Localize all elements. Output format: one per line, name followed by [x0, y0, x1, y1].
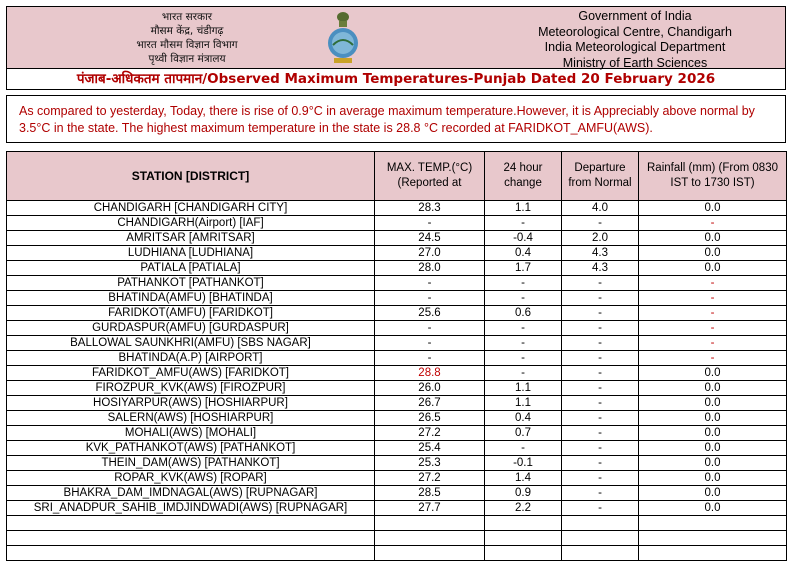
- rainfall-cell: -: [639, 291, 787, 306]
- rainfall-cell: -: [639, 216, 787, 231]
- departure-cell: 4.0: [562, 201, 639, 216]
- change-cell: 1.1: [485, 381, 562, 396]
- header-departure: Departure from Normal: [562, 152, 639, 201]
- table-row: [7, 486, 787, 501]
- empty-row: [7, 516, 787, 531]
- departure-cell: -: [562, 501, 639, 516]
- rainfall-cell: 0.0: [639, 396, 787, 411]
- table-row: [7, 471, 787, 486]
- departure-cell: -: [562, 216, 639, 231]
- station-cell: FARIDKOT_AMFU(AWS) [FARIDKOT]: [7, 366, 375, 381]
- departure-cell: -: [562, 276, 639, 291]
- english-line: Government of India: [578, 9, 692, 23]
- rainfall-cell: 0.0: [639, 381, 787, 396]
- english-line: Meteorological Centre, Chandigarh: [538, 24, 732, 39]
- max-temp-cell: 27.2: [375, 426, 485, 441]
- rainfall-cell: 0.0: [639, 411, 787, 426]
- max-temp-cell: -: [375, 336, 485, 351]
- station-cell: FARIDKOT(AMFU) [FARIDKOT]: [7, 306, 375, 321]
- max-temp-cell: -: [375, 291, 485, 306]
- english-org-block: [507, 9, 763, 71]
- table-row: [7, 381, 787, 396]
- max-temp-cell: -: [375, 276, 485, 291]
- empty-cell: [485, 531, 562, 546]
- departure-cell: -: [562, 426, 639, 441]
- station-cell: GURDASPUR(AMFU) [GURDASPUR]: [7, 321, 375, 336]
- max-temp-cell: 26.5: [375, 411, 485, 426]
- departure-cell: -: [562, 441, 639, 456]
- rainfall-cell: -: [639, 336, 787, 351]
- change-cell: -: [485, 291, 562, 306]
- change-cell: -0.1: [485, 456, 562, 471]
- max-temp-cell: 26.0: [375, 381, 485, 396]
- empty-cell: [375, 546, 485, 561]
- departure-cell: -: [562, 411, 639, 426]
- empty-cell: [639, 516, 787, 531]
- header-station: STATION [DISTRICT]: [7, 152, 375, 201]
- empty-cell: [485, 516, 562, 531]
- rainfall-cell: 0.0: [639, 441, 787, 456]
- table-row: [7, 441, 787, 456]
- rainfall-cell: 0.0: [639, 486, 787, 501]
- table-row: [7, 261, 787, 276]
- rainfall-cell: 0.0: [639, 201, 787, 216]
- empty-cell: [375, 531, 485, 546]
- departure-cell: -: [562, 321, 639, 336]
- change-cell: -: [485, 216, 562, 231]
- table-row: [7, 351, 787, 366]
- empty-cell: [639, 546, 787, 561]
- departure-cell: -: [562, 306, 639, 321]
- table-body: [7, 201, 787, 561]
- max-temp-cell: 28.3: [375, 201, 485, 216]
- table-row: [7, 501, 787, 516]
- station-cell: PATHANKOT [PATHANKOT]: [7, 276, 375, 291]
- report-sheet: [6, 6, 786, 561]
- change-cell: -: [485, 366, 562, 381]
- rainfall-cell: -: [639, 321, 787, 336]
- station-cell: AMRITSAR [AMRITSAR]: [7, 231, 375, 246]
- english-line: Ministry of Earth Sciences: [562, 55, 708, 70]
- rainfall-cell: 0.0: [639, 426, 787, 441]
- station-cell: SRI_ANADPUR_SAHIB_IMDJINDWADI(AWS) [RUPNAGAR]: [7, 501, 375, 516]
- departure-cell: -: [562, 291, 639, 306]
- hindi-org-block: [107, 10, 267, 66]
- change-cell: -: [485, 351, 562, 366]
- change-cell: 1.7: [485, 261, 562, 276]
- rainfall-cell: -: [639, 276, 787, 291]
- header-banner: [6, 6, 786, 69]
- station-cell: PATIALA [PATIALA]: [7, 261, 375, 276]
- station-cell: HOSIYARPUR(AWS) [HOSHIARPUR]: [7, 396, 375, 411]
- table-row: [7, 366, 787, 381]
- max-temp-cell: 28.0: [375, 261, 485, 276]
- hindi-line: पृथ्वी विज्ञान मंत्रालय: [148, 53, 226, 65]
- station-cell: LUDHIANA [LUDHIANA]: [7, 246, 375, 261]
- max-temp-cell: 25.3: [375, 456, 485, 471]
- departure-cell: 4.3: [562, 261, 639, 276]
- hindi-line: मौसम केंद्र, चंडीगढ़: [150, 25, 224, 37]
- departure-cell: -: [562, 396, 639, 411]
- empty-cell: [7, 546, 375, 561]
- rainfall-cell: 0.0: [639, 501, 787, 516]
- departure-cell: -: [562, 366, 639, 381]
- max-temp-cell: -: [375, 321, 485, 336]
- station-cell: THEIN_DAM(AWS) [PATHANKOT]: [7, 456, 375, 471]
- table-row: [7, 231, 787, 246]
- rainfall-cell: 0.0: [639, 231, 787, 246]
- change-cell: -: [485, 336, 562, 351]
- rainfall-cell: 0.0: [639, 366, 787, 381]
- departure-cell: -: [562, 336, 639, 351]
- rainfall-cell: -: [639, 351, 787, 366]
- change-cell: -: [485, 321, 562, 336]
- table-row: [7, 336, 787, 351]
- temperature-table: [6, 151, 787, 561]
- empty-cell: [562, 531, 639, 546]
- departure-cell: 4.3: [562, 246, 639, 261]
- station-cell: BHATINDA(A.P) [AIRPORT]: [7, 351, 375, 366]
- max-temp-cell: -: [375, 216, 485, 231]
- change-cell: 2.2: [485, 501, 562, 516]
- change-cell: -: [485, 441, 562, 456]
- rainfall-cell: 0.0: [639, 471, 787, 486]
- station-cell: FIROZPUR_KVK(AWS) [FIROZPUR]: [7, 381, 375, 396]
- empty-cell: [7, 516, 375, 531]
- max-temp-cell: 27.0: [375, 246, 485, 261]
- max-temp-cell: 24.5: [375, 231, 485, 246]
- change-cell: -0.4: [485, 231, 562, 246]
- table-row: [7, 216, 787, 231]
- empty-row: [7, 546, 787, 561]
- change-cell: 1.4: [485, 471, 562, 486]
- station-cell: CHANDIGARH(Airport) [IAF]: [7, 216, 375, 231]
- rainfall-cell: 0.0: [639, 456, 787, 471]
- station-cell: SALERN(AWS) [HOSHIARPUR]: [7, 411, 375, 426]
- station-cell: BALLOWAL SAUNKHRI(AMFU) [SBS NAGAR]: [7, 336, 375, 351]
- max-temp-cell: -: [375, 351, 485, 366]
- empty-row: [7, 531, 787, 546]
- change-cell: -: [485, 276, 562, 291]
- table-row: [7, 201, 787, 216]
- change-cell: 1.1: [485, 201, 562, 216]
- empty-cell: [375, 516, 485, 531]
- empty-cell: [639, 531, 787, 546]
- empty-cell: [485, 546, 562, 561]
- table-row: [7, 276, 787, 291]
- station-cell: BHAKRA_DAM_IMDNAGAL(AWS) [RUPNAGAR]: [7, 486, 375, 501]
- station-cell: KVK_PATHANKOT(AWS) [PATHANKOT]: [7, 441, 375, 456]
- change-cell: 0.7: [485, 426, 562, 441]
- hindi-line: भारत मौसम विज्ञान विभाग: [136, 39, 238, 51]
- station-cell: ROPAR_KVK(AWS) [ROPAR]: [7, 471, 375, 486]
- departure-cell: -: [562, 351, 639, 366]
- departure-cell: -: [562, 381, 639, 396]
- rainfall-cell: -: [639, 306, 787, 321]
- station-cell: MOHALI(AWS) [MOHALI]: [7, 426, 375, 441]
- table-row: [7, 306, 787, 321]
- header-max-temp: MAX. TEMP.(°C) (Reported at: [375, 152, 485, 201]
- header-change: 24 hour change: [485, 152, 562, 201]
- max-temp-cell: 26.7: [375, 396, 485, 411]
- table-row: [7, 246, 787, 261]
- departure-cell: -: [562, 456, 639, 471]
- max-temp-cell: 27.2: [375, 471, 485, 486]
- english-line: India Meteorological Department: [544, 40, 726, 54]
- empty-cell: [562, 516, 639, 531]
- national-emblem-icon: [325, 11, 361, 65]
- station-cell: BHATINDA(AMFU) [BHATINDA]: [7, 291, 375, 306]
- change-cell: 1.1: [485, 396, 562, 411]
- rainfall-cell: 0.0: [639, 246, 787, 261]
- table-row: [7, 291, 787, 306]
- table-row: [7, 411, 787, 426]
- departure-cell: 2.0: [562, 231, 639, 246]
- station-cell: CHANDIGARH [CHANDIGARH CITY]: [7, 201, 375, 216]
- max-temp-cell: 25.4: [375, 441, 485, 456]
- change-cell: 0.6: [485, 306, 562, 321]
- table-row: [7, 426, 787, 441]
- max-temp-cell: 28.8: [375, 366, 485, 381]
- max-temp-cell: 28.5: [375, 486, 485, 501]
- table-row: [7, 321, 787, 336]
- departure-cell: -: [562, 486, 639, 501]
- max-temp-cell: 27.7: [375, 501, 485, 516]
- table-row: [7, 456, 787, 471]
- empty-cell: [7, 531, 375, 546]
- empty-cell: [562, 546, 639, 561]
- header-rainfall: Rainfall (mm) (From 0830 IST to 1730 IST): [639, 152, 787, 201]
- hindi-line: भारत सरकार: [161, 11, 213, 23]
- rainfall-cell: 0.0: [639, 261, 787, 276]
- report-title: पंजाब-अधिकतम तापमान/Observed Maximum Temperatures-Punjab Dated 20 February 2026: [6, 69, 786, 90]
- table-header-row: [7, 152, 787, 201]
- change-cell: 0.4: [485, 411, 562, 426]
- change-cell: 0.9: [485, 486, 562, 501]
- max-temp-cell: 25.6: [375, 306, 485, 321]
- summary-text: As compared to yesterday, Today, there is rise of 0.9°C in average maximum temperature.However, it is Appreciably above normal by 3.5°C in the state. The highest maximum temperature in the state is 28.8 °C recorded at FARIDKOT_AMFU(AWS).: [6, 95, 786, 143]
- departure-cell: -: [562, 471, 639, 486]
- change-cell: 0.4: [485, 246, 562, 261]
- table-row: [7, 396, 787, 411]
